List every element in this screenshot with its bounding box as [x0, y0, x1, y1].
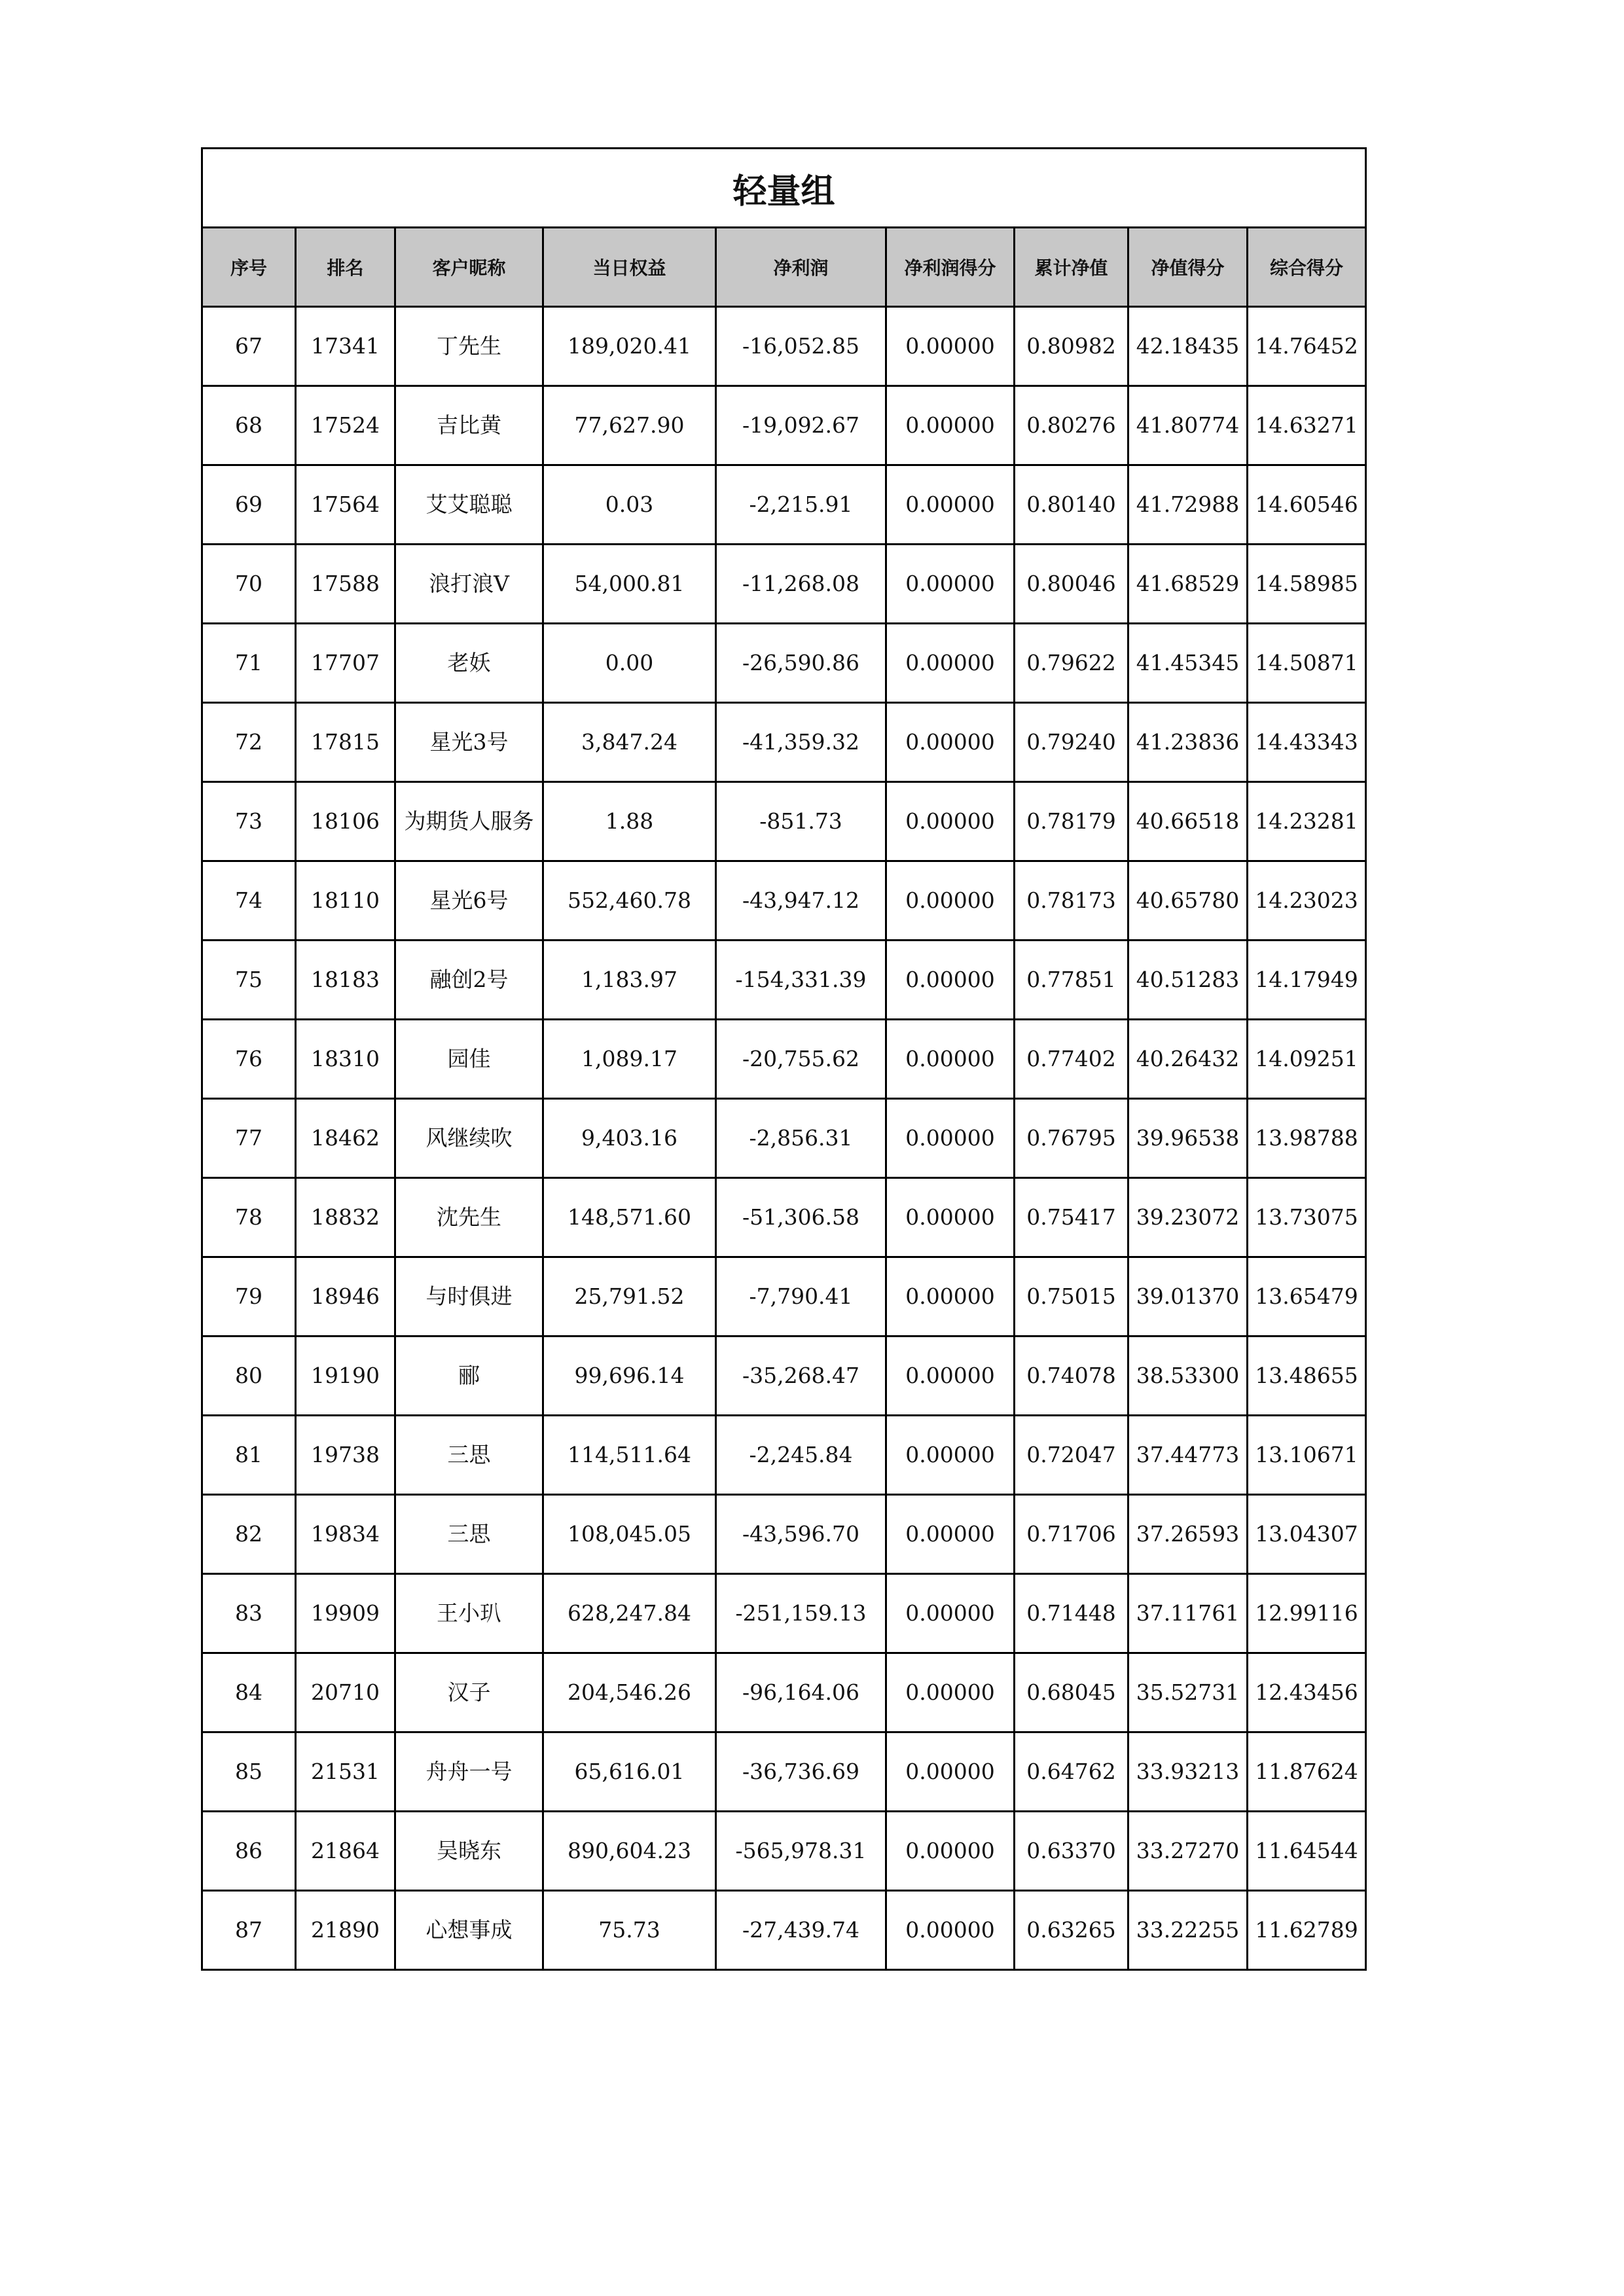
rank-cell: 18183 — [296, 941, 395, 1020]
net-profit-cell: -2,856.31 — [716, 1099, 886, 1178]
index-cell: 82 — [202, 1495, 296, 1574]
index-cell: 70 — [202, 545, 296, 624]
profit-score-cell: 0.00000 — [886, 1891, 1015, 1970]
profit-score-cell: 0.00000 — [886, 1653, 1015, 1732]
table-body — [202, 307, 1366, 1970]
value-score-cell: 37.44773 — [1128, 1416, 1248, 1495]
equity-cell: 0.03 — [543, 465, 716, 545]
ranking-table — [201, 147, 1367, 1971]
rank-cell: 18110 — [296, 861, 395, 941]
equity-cell: 1,089.17 — [543, 1020, 716, 1099]
value-score-cell: 39.23072 — [1128, 1178, 1248, 1257]
value-score-cell: 41.68529 — [1128, 545, 1248, 624]
nickname-cell: 三思 — [395, 1416, 543, 1495]
index-cell: 69 — [202, 465, 296, 545]
value-score-cell: 40.51283 — [1128, 941, 1248, 1020]
index-cell: 83 — [202, 1574, 296, 1653]
index-cell: 84 — [202, 1653, 296, 1732]
net-value-cell: 0.78173 — [1015, 861, 1128, 941]
index-cell: 80 — [202, 1336, 296, 1416]
profit-score-cell: 0.00000 — [886, 386, 1015, 465]
nickname-cell: 吴晓东 — [395, 1812, 543, 1891]
value-score-cell: 41.72988 — [1128, 465, 1248, 545]
value-score-cell: 42.18435 — [1128, 307, 1248, 386]
total-score-cell: 14.09251 — [1248, 1020, 1366, 1099]
column-header-value-score: 净值得分 — [1128, 228, 1248, 307]
column-header-equity: 当日权益 — [543, 228, 716, 307]
equity-cell: 148,571.60 — [543, 1178, 716, 1257]
index-cell: 75 — [202, 941, 296, 1020]
rank-cell: 19190 — [296, 1336, 395, 1416]
nickname-cell: 汉子 — [395, 1653, 543, 1732]
profit-score-cell: 0.00000 — [886, 1336, 1015, 1416]
net-profit-cell: -565,978.31 — [716, 1812, 886, 1891]
column-header-net-profit: 净利润 — [716, 228, 886, 307]
value-score-cell: 41.45345 — [1128, 624, 1248, 703]
nickname-cell: 融创2号 — [395, 941, 543, 1020]
profit-score-cell: 0.00000 — [886, 1020, 1015, 1099]
profit-score-cell: 0.00000 — [886, 1178, 1015, 1257]
net-value-cell: 0.72047 — [1015, 1416, 1128, 1495]
value-score-cell: 39.01370 — [1128, 1257, 1248, 1336]
total-score-cell: 11.64544 — [1248, 1812, 1366, 1891]
equity-cell: 9,403.16 — [543, 1099, 716, 1178]
net-value-cell: 0.75015 — [1015, 1257, 1128, 1336]
net-value-cell: 0.80276 — [1015, 386, 1128, 465]
equity-cell: 628,247.84 — [543, 1574, 716, 1653]
total-score-cell: 13.98788 — [1248, 1099, 1366, 1178]
nickname-cell: 王小玐 — [395, 1574, 543, 1653]
net-profit-cell: -19,092.67 — [716, 386, 886, 465]
nickname-cell: 为期货人服务 — [395, 782, 543, 861]
rank-cell: 18106 — [296, 782, 395, 861]
net-profit-cell: -2,215.91 — [716, 465, 886, 545]
value-score-cell: 41.80774 — [1128, 386, 1248, 465]
equity-cell: 0.00 — [543, 624, 716, 703]
total-score-cell: 13.73075 — [1248, 1178, 1366, 1257]
nickname-cell: 风继续吹 — [395, 1099, 543, 1178]
value-score-cell: 37.26593 — [1128, 1495, 1248, 1574]
table-row — [202, 1653, 1366, 1732]
table-row — [202, 941, 1366, 1020]
value-score-cell: 39.96538 — [1128, 1099, 1248, 1178]
equity-cell: 77,627.90 — [543, 386, 716, 465]
table-row — [202, 861, 1366, 941]
table-row — [202, 386, 1366, 465]
total-score-cell: 13.65479 — [1248, 1257, 1366, 1336]
table-row — [202, 1574, 1366, 1653]
nickname-cell: 丁先生 — [395, 307, 543, 386]
total-score-cell: 11.62789 — [1248, 1891, 1366, 1970]
total-score-cell: 14.58985 — [1248, 545, 1366, 624]
net-value-cell: 0.77851 — [1015, 941, 1128, 1020]
net-profit-cell: -20,755.62 — [716, 1020, 886, 1099]
net-profit-cell: -43,947.12 — [716, 861, 886, 941]
table-row — [202, 1020, 1366, 1099]
profit-score-cell: 0.00000 — [886, 1812, 1015, 1891]
profit-score-cell: 0.00000 — [886, 1574, 1015, 1653]
table-row — [202, 1812, 1366, 1891]
table-row — [202, 1495, 1366, 1574]
nickname-cell: 沈先生 — [395, 1178, 543, 1257]
rank-cell: 19909 — [296, 1574, 395, 1653]
rank-cell: 17588 — [296, 545, 395, 624]
equity-cell: 65,616.01 — [543, 1732, 716, 1812]
total-score-cell: 12.99116 — [1248, 1574, 1366, 1653]
nickname-cell: 郦 — [395, 1336, 543, 1416]
total-score-cell: 14.43343 — [1248, 703, 1366, 782]
table-row — [202, 1178, 1366, 1257]
net-value-cell: 0.68045 — [1015, 1653, 1128, 1732]
index-cell: 87 — [202, 1891, 296, 1970]
net-value-cell: 0.79240 — [1015, 703, 1128, 782]
total-score-cell: 14.17949 — [1248, 941, 1366, 1020]
total-score-cell: 14.60546 — [1248, 465, 1366, 545]
equity-cell: 99,696.14 — [543, 1336, 716, 1416]
rank-cell: 18946 — [296, 1257, 395, 1336]
index-cell: 86 — [202, 1812, 296, 1891]
net-value-cell: 0.76795 — [1015, 1099, 1128, 1178]
rank-cell: 17707 — [296, 624, 395, 703]
net-profit-cell: -43,596.70 — [716, 1495, 886, 1574]
profit-score-cell: 0.00000 — [886, 1257, 1015, 1336]
total-score-cell: 13.10671 — [1248, 1416, 1366, 1495]
rank-cell: 17564 — [296, 465, 395, 545]
rank-cell: 18462 — [296, 1099, 395, 1178]
index-cell: 78 — [202, 1178, 296, 1257]
net-profit-cell: -851.73 — [716, 782, 886, 861]
rank-cell: 20710 — [296, 1653, 395, 1732]
total-score-cell: 13.48655 — [1248, 1336, 1366, 1416]
ranking-sheet — [201, 147, 1365, 1971]
rank-cell: 21531 — [296, 1732, 395, 1812]
equity-cell: 108,045.05 — [543, 1495, 716, 1574]
table-row — [202, 307, 1366, 386]
equity-cell: 25,791.52 — [543, 1257, 716, 1336]
rank-cell: 18832 — [296, 1178, 395, 1257]
nickname-cell: 三思 — [395, 1495, 543, 1574]
equity-cell: 3,847.24 — [543, 703, 716, 782]
index-cell: 73 — [202, 782, 296, 861]
index-cell: 81 — [202, 1416, 296, 1495]
total-score-cell: 14.50871 — [1248, 624, 1366, 703]
index-cell: 85 — [202, 1732, 296, 1812]
column-header-nickname: 客户昵称 — [395, 228, 543, 307]
table-row — [202, 545, 1366, 624]
rank-cell: 21890 — [296, 1891, 395, 1970]
net-value-cell: 0.80140 — [1015, 465, 1128, 545]
equity-cell: 114,511.64 — [543, 1416, 716, 1495]
net-value-cell: 0.74078 — [1015, 1336, 1128, 1416]
profit-score-cell: 0.00000 — [886, 941, 1015, 1020]
column-header-rank: 排名 — [296, 228, 395, 307]
profit-score-cell: 0.00000 — [886, 1495, 1015, 1574]
total-score-cell: 12.43456 — [1248, 1653, 1366, 1732]
net-profit-cell: -26,590.86 — [716, 624, 886, 703]
profit-score-cell: 0.00000 — [886, 307, 1015, 386]
net-value-cell: 0.79622 — [1015, 624, 1128, 703]
header-row — [202, 228, 1366, 307]
profit-score-cell: 0.00000 — [886, 545, 1015, 624]
net-profit-cell: -7,790.41 — [716, 1257, 886, 1336]
index-cell: 67 — [202, 307, 296, 386]
net-profit-cell: -251,159.13 — [716, 1574, 886, 1653]
profit-score-cell: 0.00000 — [886, 1099, 1015, 1178]
value-score-cell: 40.66518 — [1128, 782, 1248, 861]
nickname-cell: 舟舟一号 — [395, 1732, 543, 1812]
total-score-cell: 14.76452 — [1248, 307, 1366, 386]
nickname-cell: 老妖 — [395, 624, 543, 703]
rank-cell: 17524 — [296, 386, 395, 465]
net-profit-cell: -96,164.06 — [716, 1653, 886, 1732]
profit-score-cell: 0.00000 — [886, 861, 1015, 941]
net-value-cell: 0.80982 — [1015, 307, 1128, 386]
value-score-cell: 33.93213 — [1128, 1732, 1248, 1812]
net-profit-cell: -11,268.08 — [716, 545, 886, 624]
table-title: 轻量组 — [202, 149, 1366, 228]
net-value-cell: 0.75417 — [1015, 1178, 1128, 1257]
net-profit-cell: -16,052.85 — [716, 307, 886, 386]
profit-score-cell: 0.00000 — [886, 703, 1015, 782]
net-profit-cell: -27,439.74 — [716, 1891, 886, 1970]
rank-cell: 21864 — [296, 1812, 395, 1891]
equity-cell: 189,020.41 — [543, 307, 716, 386]
nickname-cell: 艾艾聪聪 — [395, 465, 543, 545]
net-value-cell: 0.63370 — [1015, 1812, 1128, 1891]
net-profit-cell: -154,331.39 — [716, 941, 886, 1020]
profit-score-cell: 0.00000 — [886, 782, 1015, 861]
nickname-cell: 浪打浪V — [395, 545, 543, 624]
table-row — [202, 1099, 1366, 1178]
total-score-cell: 13.04307 — [1248, 1495, 1366, 1574]
profit-score-cell: 0.00000 — [886, 465, 1015, 545]
equity-cell: 204,546.26 — [543, 1653, 716, 1732]
equity-cell: 552,460.78 — [543, 861, 716, 941]
profit-score-cell: 0.00000 — [886, 624, 1015, 703]
value-score-cell: 40.65780 — [1128, 861, 1248, 941]
net-value-cell: 0.80046 — [1015, 545, 1128, 624]
nickname-cell: 星光3号 — [395, 703, 543, 782]
value-score-cell: 40.26432 — [1128, 1020, 1248, 1099]
equity-cell: 75.73 — [543, 1891, 716, 1970]
nickname-cell: 心想事成 — [395, 1891, 543, 1970]
net-profit-cell: -35,268.47 — [716, 1336, 886, 1416]
index-cell: 68 — [202, 386, 296, 465]
rank-cell: 18310 — [296, 1020, 395, 1099]
column-header-total-score: 综合得分 — [1248, 228, 1366, 307]
index-cell: 77 — [202, 1099, 296, 1178]
index-cell: 71 — [202, 624, 296, 703]
index-cell: 74 — [202, 861, 296, 941]
index-cell: 72 — [202, 703, 296, 782]
net-profit-cell: -41,359.32 — [716, 703, 886, 782]
table-row — [202, 1336, 1366, 1416]
table-row — [202, 465, 1366, 545]
index-cell: 76 — [202, 1020, 296, 1099]
net-profit-cell: -51,306.58 — [716, 1178, 886, 1257]
column-header-index: 序号 — [202, 228, 296, 307]
value-score-cell: 35.52731 — [1128, 1653, 1248, 1732]
net-value-cell: 0.71448 — [1015, 1574, 1128, 1653]
net-profit-cell: -36,736.69 — [716, 1732, 886, 1812]
table-row — [202, 1732, 1366, 1812]
value-score-cell: 33.22255 — [1128, 1891, 1248, 1970]
net-value-cell: 0.63265 — [1015, 1891, 1128, 1970]
value-score-cell: 33.27270 — [1128, 1812, 1248, 1891]
column-header-profit-score: 净利润得分 — [886, 228, 1015, 307]
value-score-cell: 37.11761 — [1128, 1574, 1248, 1653]
table-row — [202, 1891, 1366, 1970]
nickname-cell: 园佳 — [395, 1020, 543, 1099]
profit-score-cell: 0.00000 — [886, 1732, 1015, 1812]
rank-cell: 17341 — [296, 307, 395, 386]
table-row — [202, 624, 1366, 703]
value-score-cell: 41.23836 — [1128, 703, 1248, 782]
table-row — [202, 1257, 1366, 1336]
net-profit-cell: -2,245.84 — [716, 1416, 886, 1495]
equity-cell: 890,604.23 — [543, 1812, 716, 1891]
nickname-cell: 与时俱进 — [395, 1257, 543, 1336]
equity-cell: 54,000.81 — [543, 545, 716, 624]
nickname-cell: 吉比黄 — [395, 386, 543, 465]
value-score-cell: 38.53300 — [1128, 1336, 1248, 1416]
column-header-net-value: 累计净值 — [1015, 228, 1128, 307]
table-row — [202, 1416, 1366, 1495]
index-cell: 79 — [202, 1257, 296, 1336]
rank-cell: 17815 — [296, 703, 395, 782]
equity-cell: 1,183.97 — [543, 941, 716, 1020]
equity-cell: 1.88 — [543, 782, 716, 861]
rank-cell: 19834 — [296, 1495, 395, 1574]
net-value-cell: 0.77402 — [1015, 1020, 1128, 1099]
net-value-cell: 0.78179 — [1015, 782, 1128, 861]
total-score-cell: 14.63271 — [1248, 386, 1366, 465]
table-row — [202, 782, 1366, 861]
rank-cell: 19738 — [296, 1416, 395, 1495]
net-value-cell: 0.64762 — [1015, 1732, 1128, 1812]
net-value-cell: 0.71706 — [1015, 1495, 1128, 1574]
total-score-cell: 14.23023 — [1248, 861, 1366, 941]
total-score-cell: 11.87624 — [1248, 1732, 1366, 1812]
table-row — [202, 703, 1366, 782]
nickname-cell: 星光6号 — [395, 861, 543, 941]
total-score-cell: 14.23281 — [1248, 782, 1366, 861]
profit-score-cell: 0.00000 — [886, 1416, 1015, 1495]
